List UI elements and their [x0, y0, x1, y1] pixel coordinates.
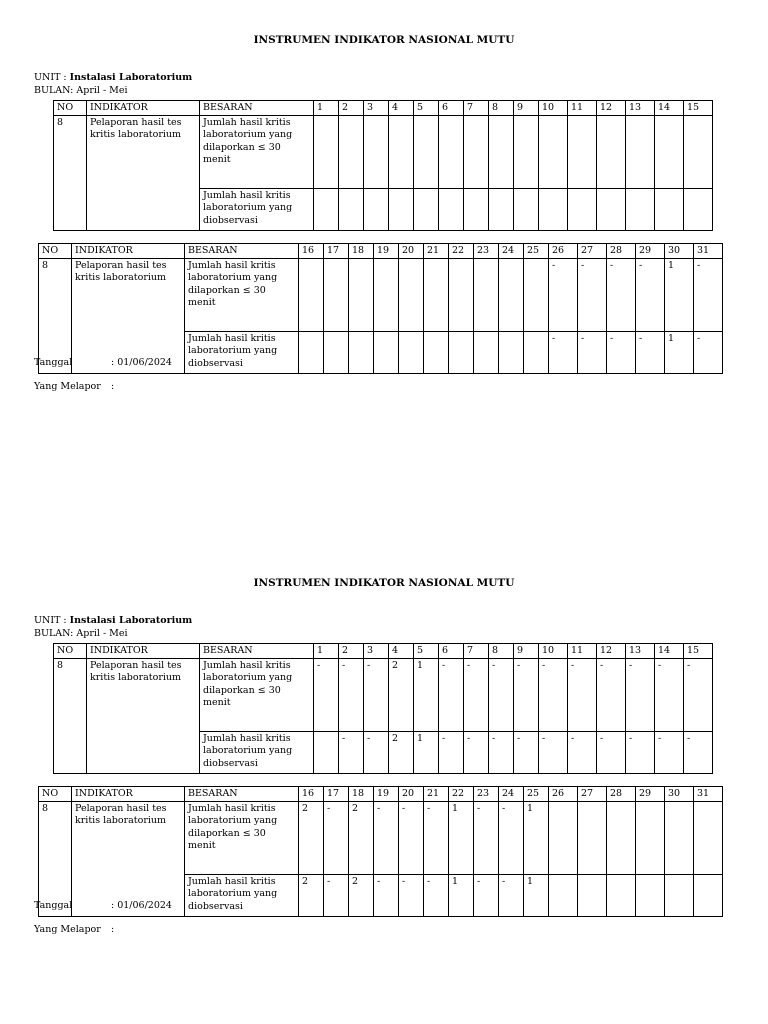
- header-day: 2: [339, 101, 364, 116]
- header-indikator: INDIKATOR: [72, 787, 185, 802]
- day-value-cell: -: [514, 731, 539, 773]
- day-value-cell: -: [439, 731, 464, 773]
- unit-value: Instalasi Laboratorium: [69, 615, 193, 626]
- header-day: 6: [439, 101, 464, 116]
- header-day: 19: [374, 787, 399, 802]
- header-day: 23: [474, 787, 499, 802]
- day-value-cell: [578, 874, 607, 916]
- day-value-cell: [597, 188, 626, 230]
- table-row: [39, 258, 723, 331]
- day-value-cell: -: [399, 801, 424, 874]
- day-value-cell: 1: [414, 731, 439, 773]
- header-day: 21: [424, 244, 449, 259]
- header-no: NO: [54, 644, 87, 659]
- day-value-cell: [684, 188, 713, 230]
- tanggal-line: [34, 357, 172, 368]
- indicator-table-days-1-15: [53, 643, 713, 774]
- row-number: 8: [39, 258, 72, 373]
- day-value-cell: [364, 188, 389, 230]
- tanggal-value: : 01/06/2024: [111, 900, 172, 911]
- day-value-cell: [568, 115, 597, 188]
- day-value-cell: [524, 331, 549, 373]
- day-value-cell: [424, 331, 449, 373]
- header-day: 1: [314, 644, 339, 659]
- indikator-cell: Pelaporan hasil tes kritis laboratorium: [87, 658, 200, 773]
- table-row: [54, 115, 713, 188]
- day-value-cell: 1: [414, 658, 439, 731]
- header-day: 7: [464, 101, 489, 116]
- day-value-cell: [655, 188, 684, 230]
- besaran-denominator: Jumlah hasil kritis laboratorium yang diobservasi: [200, 731, 314, 773]
- header-day: 2: [339, 644, 364, 659]
- bulan-line: [34, 628, 128, 639]
- day-value-cell: -: [539, 731, 568, 773]
- day-value-cell: [299, 258, 324, 331]
- unit-line: [34, 72, 192, 83]
- bulan-value: April - Mei: [76, 85, 128, 96]
- day-value-cell: [655, 115, 684, 188]
- day-value-cell: [314, 115, 339, 188]
- day-value-cell: [324, 331, 349, 373]
- day-value-cell: [549, 801, 578, 874]
- unit-line: [34, 615, 192, 626]
- form-title: INSTRUMEN INDIKATOR NASIONAL MUTU: [253, 577, 515, 589]
- day-value-cell: [607, 874, 636, 916]
- header-day: 15: [684, 644, 713, 659]
- day-value-cell: -: [364, 731, 389, 773]
- day-value-cell: [449, 258, 474, 331]
- header-day: 15: [684, 101, 713, 116]
- day-value-cell: [424, 258, 449, 331]
- day-value-cell: -: [424, 801, 449, 874]
- besaran-numerator: Jumlah hasil kritis laboratorium yang dilaporkan ≤ 30 menit: [185, 258, 299, 331]
- pelapor-value: :: [111, 924, 115, 935]
- header-day: 28: [607, 787, 636, 802]
- day-value-cell: 2: [389, 731, 414, 773]
- unit-value: Instalasi Laboratorium: [69, 72, 193, 83]
- day-value-cell: -: [374, 801, 399, 874]
- header-day: 11: [568, 101, 597, 116]
- day-value-cell: [339, 188, 364, 230]
- header-day: 11: [568, 644, 597, 659]
- besaran-denominator: Jumlah hasil kritis laboratorium yang diobservasi: [200, 188, 314, 230]
- header-day: 10: [539, 101, 568, 116]
- day-value-cell: -: [626, 731, 655, 773]
- day-value-cell: [578, 801, 607, 874]
- header-row: [39, 244, 723, 259]
- table-row: [39, 801, 723, 874]
- indicator-table-days-1-15: [53, 100, 713, 231]
- besaran-denominator: Jumlah hasil kritis laboratorium yang diobservasi: [185, 331, 299, 373]
- day-value-cell: -: [474, 801, 499, 874]
- header-day: 25: [524, 244, 549, 259]
- header-day: 24: [499, 244, 524, 259]
- day-value-cell: -: [489, 731, 514, 773]
- day-value-cell: [524, 258, 549, 331]
- day-value-cell: -: [549, 258, 578, 331]
- day-value-cell: [514, 188, 539, 230]
- day-value-cell: -: [578, 331, 607, 373]
- header-day: 5: [414, 644, 439, 659]
- header-day: 16: [299, 244, 324, 259]
- header-day: 26: [549, 244, 578, 259]
- day-value-cell: [539, 188, 568, 230]
- day-value-cell: -: [549, 331, 578, 373]
- day-value-cell: 2: [389, 658, 414, 731]
- pelapor-value: :: [111, 381, 115, 392]
- header-day: 6: [439, 644, 464, 659]
- header-besaran: BESARAN: [200, 644, 314, 659]
- day-value-cell: [474, 331, 499, 373]
- header-day: 24: [499, 787, 524, 802]
- day-value-cell: -: [568, 731, 597, 773]
- header-besaran: BESARAN: [185, 244, 299, 259]
- row-number: 8: [39, 801, 72, 916]
- header-day: 22: [449, 244, 474, 259]
- day-value-cell: -: [339, 658, 364, 731]
- day-value-cell: [665, 874, 694, 916]
- header-day: 22: [449, 787, 474, 802]
- header-indikator: INDIKATOR: [87, 101, 200, 116]
- day-value-cell: [299, 331, 324, 373]
- day-value-cell: [499, 258, 524, 331]
- day-value-cell: 2: [299, 801, 324, 874]
- header-day: 13: [626, 644, 655, 659]
- header-day: 23: [474, 244, 499, 259]
- row-number: 8: [54, 115, 87, 230]
- day-value-cell: [414, 188, 439, 230]
- pelapor-label: Yang Melapor: [34, 381, 101, 392]
- header-day: 20: [399, 244, 424, 259]
- header-day: 30: [665, 244, 694, 259]
- bulan-label: BULAN:: [34, 628, 74, 639]
- header-besaran: BESARAN: [185, 787, 299, 802]
- header-day: 1: [314, 101, 339, 116]
- header-day: 18: [349, 787, 374, 802]
- besaran-numerator: Jumlah hasil kritis laboratorium yang dilaporkan ≤ 30 menit: [200, 115, 314, 188]
- day-value-cell: [636, 874, 665, 916]
- day-value-cell: [474, 258, 499, 331]
- day-value-cell: [464, 115, 489, 188]
- day-value-cell: [694, 801, 723, 874]
- header-day: 14: [655, 644, 684, 659]
- day-value-cell: [636, 801, 665, 874]
- day-value-cell: 1: [524, 874, 549, 916]
- day-value-cell: -: [499, 801, 524, 874]
- header-no: NO: [54, 101, 87, 116]
- day-value-cell: [489, 188, 514, 230]
- header-row: [39, 787, 723, 802]
- header-day: 31: [694, 244, 723, 259]
- header-day: 19: [374, 244, 399, 259]
- bulan-line: [34, 85, 128, 96]
- day-value-cell: [684, 115, 713, 188]
- day-value-cell: -: [636, 331, 665, 373]
- header-day: 21: [424, 787, 449, 802]
- header-row: [54, 101, 713, 116]
- day-value-cell: [439, 188, 464, 230]
- pelapor-line: [34, 381, 114, 392]
- day-value-cell: -: [626, 658, 655, 731]
- day-value-cell: -: [578, 258, 607, 331]
- header-day: 29: [636, 787, 665, 802]
- header-day: 30: [665, 787, 694, 802]
- form-section: [0, 543, 768, 1003]
- header-day: 20: [399, 787, 424, 802]
- day-value-cell: -: [324, 874, 349, 916]
- indicator-table-days-16-31: [38, 243, 723, 374]
- header-indikator: INDIKATOR: [72, 244, 185, 259]
- day-value-cell: -: [597, 658, 626, 731]
- day-value-cell: -: [364, 658, 389, 731]
- day-value-cell: [314, 731, 339, 773]
- day-value-cell: -: [499, 874, 524, 916]
- day-value-cell: [694, 874, 723, 916]
- day-value-cell: -: [314, 658, 339, 731]
- tanggal-line: [34, 900, 172, 911]
- day-value-cell: -: [607, 258, 636, 331]
- unit-label: UNIT :: [34, 72, 67, 83]
- day-value-cell: [514, 115, 539, 188]
- day-value-cell: -: [539, 658, 568, 731]
- header-row: [54, 644, 713, 659]
- tanggal-label: Tanggal: [34, 900, 73, 911]
- day-value-cell: [549, 874, 578, 916]
- day-value-cell: -: [474, 874, 499, 916]
- day-value-cell: -: [489, 658, 514, 731]
- header-day: 17: [324, 244, 349, 259]
- day-value-cell: -: [684, 658, 713, 731]
- day-value-cell: -: [339, 731, 364, 773]
- day-value-cell: [597, 115, 626, 188]
- header-day: 16: [299, 787, 324, 802]
- header-day: 9: [514, 101, 539, 116]
- header-no: NO: [39, 787, 72, 802]
- header-day: 12: [597, 644, 626, 659]
- header-day: 18: [349, 244, 374, 259]
- header-besaran: BESARAN: [200, 101, 314, 116]
- day-value-cell: -: [568, 658, 597, 731]
- day-value-cell: [399, 331, 424, 373]
- header-indikator: INDIKATOR: [87, 644, 200, 659]
- day-value-cell: [607, 801, 636, 874]
- day-value-cell: -: [655, 658, 684, 731]
- besaran-numerator: Jumlah hasil kritis laboratorium yang dilaporkan ≤ 30 menit: [200, 658, 314, 731]
- day-value-cell: [364, 115, 389, 188]
- row-number: 8: [54, 658, 87, 773]
- day-value-cell: [626, 115, 655, 188]
- day-value-cell: [414, 115, 439, 188]
- day-value-cell: [489, 115, 514, 188]
- day-value-cell: -: [607, 331, 636, 373]
- header-day: 9: [514, 644, 539, 659]
- header-day: 8: [489, 644, 514, 659]
- header-day: 8: [489, 101, 514, 116]
- day-value-cell: [568, 188, 597, 230]
- day-value-cell: -: [464, 658, 489, 731]
- day-value-cell: [374, 258, 399, 331]
- header-day: 27: [578, 244, 607, 259]
- header-day: 10: [539, 644, 568, 659]
- day-value-cell: 2: [349, 874, 374, 916]
- day-value-cell: [449, 331, 474, 373]
- indikator-cell: Pelaporan hasil tes kritis laboratorium: [72, 258, 185, 373]
- day-value-cell: 2: [349, 801, 374, 874]
- day-value-cell: [539, 115, 568, 188]
- day-value-cell: 2: [299, 874, 324, 916]
- header-day: 4: [389, 101, 414, 116]
- besaran-denominator: Jumlah hasil kritis laboratorium yang diobservasi: [185, 874, 299, 916]
- tanggal-label: Tanggal: [34, 357, 73, 368]
- day-value-cell: [439, 115, 464, 188]
- day-value-cell: -: [636, 258, 665, 331]
- tanggal-value: : 01/06/2024: [111, 357, 172, 368]
- pelapor-label: Yang Melapor: [34, 924, 101, 935]
- bulan-label: BULAN:: [34, 85, 74, 96]
- indicator-table-days-16-31: [38, 786, 723, 917]
- day-value-cell: [374, 331, 399, 373]
- day-value-cell: [464, 188, 489, 230]
- unit-label: UNIT :: [34, 615, 67, 626]
- bulan-value: April - Mei: [76, 628, 128, 639]
- indikator-cell: Pelaporan hasil tes kritis laboratorium: [87, 115, 200, 230]
- day-value-cell: -: [684, 731, 713, 773]
- day-value-cell: [389, 188, 414, 230]
- day-value-cell: 1: [665, 331, 694, 373]
- day-value-cell: [665, 801, 694, 874]
- header-day: 3: [364, 101, 389, 116]
- header-day: 26: [549, 787, 578, 802]
- header-day: 17: [324, 787, 349, 802]
- day-value-cell: [349, 331, 374, 373]
- day-value-cell: [339, 115, 364, 188]
- day-value-cell: -: [424, 874, 449, 916]
- day-value-cell: [399, 258, 424, 331]
- header-day: 31: [694, 787, 723, 802]
- form-title: INSTRUMEN INDIKATOR NASIONAL MUTU: [253, 34, 515, 46]
- header-day: 5: [414, 101, 439, 116]
- day-value-cell: -: [694, 258, 723, 331]
- day-value-cell: -: [374, 874, 399, 916]
- besaran-numerator: Jumlah hasil kritis laboratorium yang dilaporkan ≤ 30 menit: [185, 801, 299, 874]
- day-value-cell: -: [597, 731, 626, 773]
- day-value-cell: -: [399, 874, 424, 916]
- day-value-cell: -: [439, 658, 464, 731]
- day-value-cell: -: [694, 331, 723, 373]
- day-value-cell: 1: [449, 801, 474, 874]
- day-value-cell: 1: [665, 258, 694, 331]
- header-day: 25: [524, 787, 549, 802]
- day-value-cell: -: [464, 731, 489, 773]
- day-value-cell: [314, 188, 339, 230]
- header-day: 28: [607, 244, 636, 259]
- header-day: 27: [578, 787, 607, 802]
- table-row: [54, 658, 713, 731]
- header-day: 4: [389, 644, 414, 659]
- indikator-cell: Pelaporan hasil tes kritis laboratorium: [72, 801, 185, 916]
- header-day: 7: [464, 644, 489, 659]
- day-value-cell: [499, 331, 524, 373]
- form-section: [0, 0, 768, 460]
- day-value-cell: -: [514, 658, 539, 731]
- day-value-cell: [389, 115, 414, 188]
- header-day: 13: [626, 101, 655, 116]
- day-value-cell: 1: [524, 801, 549, 874]
- day-value-cell: [626, 188, 655, 230]
- header-day: 12: [597, 101, 626, 116]
- header-no: NO: [39, 244, 72, 259]
- header-day: 3: [364, 644, 389, 659]
- day-value-cell: [324, 258, 349, 331]
- day-value-cell: -: [324, 801, 349, 874]
- day-value-cell: 1: [449, 874, 474, 916]
- day-value-cell: -: [655, 731, 684, 773]
- header-day: 14: [655, 101, 684, 116]
- header-day: 29: [636, 244, 665, 259]
- day-value-cell: [349, 258, 374, 331]
- pelapor-line: [34, 924, 114, 935]
